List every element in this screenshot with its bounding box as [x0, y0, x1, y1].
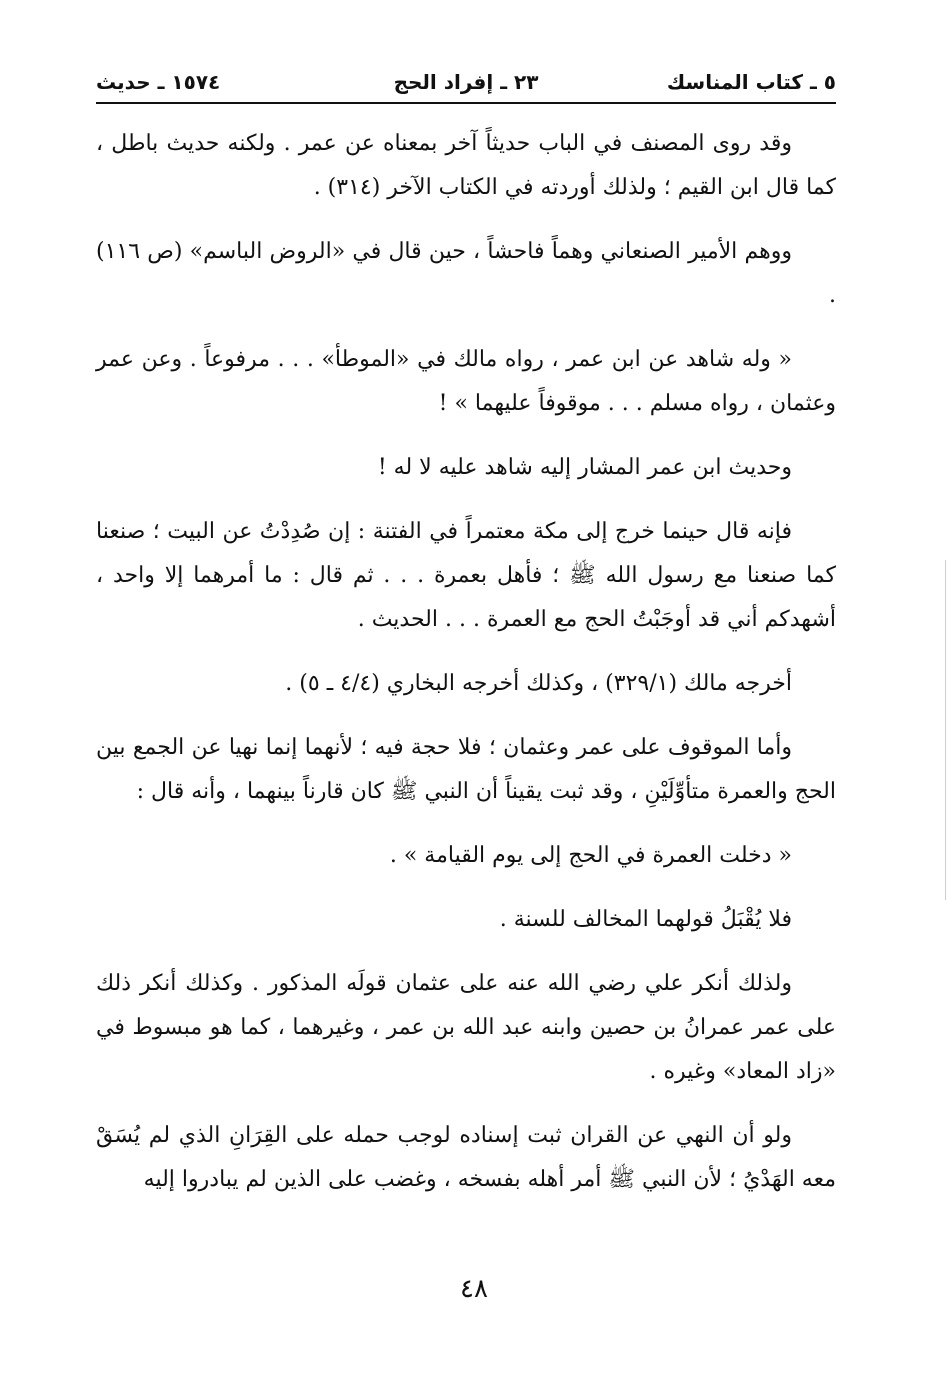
paragraph-7: وأما الموقوف على عمر وعثمان ؛ فلا حجة فيه ؛ لأنهما إنما نهيا عن الجمع بين الحج والعمرة متأوِّلَيْنِ ، وقد ثبت يقيناً أن النبي ﷺ كان قارناً بينهما ، وأنه قال :	[96, 735, 836, 804]
paragraph-10: ولذلك أنكر علي رضي الله عنه على عثمان قولَه المذكور . وكذلك أنكر ذلك على عمر عمرانُ بن حصين وابنه عبد الله بن عمر ، وغيرهما ، كما هو مبسوط في «زاد المعاد» وغيره .	[96, 971, 836, 1084]
paragraph-11: ولو أن النهي عن القران ثبت إسناده لوجب حمله على القِرَانِ الذي لم يُسَقْ معه الهَدْيُ ؛ لأن النبي ﷺ أمر أهله بفسخه ، وغضب على الذين لم يبادروا إليه	[96, 1123, 836, 1192]
scan-edge-line	[945, 560, 946, 900]
paragraph-5: فإنه قال حينما خرج إلى مكة معتمراً في الفتنة : إن صُدِدْتُ عن البيت ؛ صنعنا كما صنعنا مع رسول الله ﷺ ؛ فأهل بعمرة . . . ثم قال : ما أمرهما إلا واحد ، أشهدكم أني قد أوجَبْتُ الحج مع العمرة . . . الحديث .	[96, 519, 836, 632]
paragraph-9: فلا يُقْبَلُ قولهما المخالف للسنة .	[499, 907, 792, 932]
running-header	[96, 62, 836, 102]
paragraph-8-quote: « دخلت العمرة في الحج إلى يوم القيامة » .	[389, 843, 792, 868]
paragraph-3-quote: « وله شاهد عن ابن عمر ، رواه مالك في «الموطأ» . . . مرفوعاً . وعن عمر وعثمان ، رواه مسلم . . . موقوفاً عليهما » !	[96, 347, 836, 416]
header-section-title: ٢٣ ـ إفراد الحج	[393, 70, 539, 94]
page-number: ٤٨	[460, 1274, 488, 1304]
paragraph-2: ووهم الأمير الصنعاني وهماً فاحشاً ، حين قال في «الروض الباسم» (ص ١١٦) .	[96, 239, 836, 308]
body-text	[96, 122, 836, 1222]
paragraph-1: وقد روى المصنف في الباب حديثاً آخر بمعناه عن عمر . ولكنه حديث باطل ، كما قال ابن القيم ؛ ولذلك أوردته في الكتاب الآخر (٣١٤) .	[96, 131, 836, 200]
header-book-chapter: ٥ ـ كتاب المناسك	[666, 70, 836, 94]
paragraph-6: أخرجه مالك (٣٢٩/١) ، وكذلك أخرجه البخاري (٤/٤ ـ ٥) .	[285, 671, 792, 696]
header-hadith-ref: ١٥٧٤ ـ حديث	[96, 70, 221, 94]
header-rule	[96, 102, 836, 104]
paragraph-4: وحديث ابن عمر المشار إليه شاهد عليه لا له !	[377, 455, 792, 480]
